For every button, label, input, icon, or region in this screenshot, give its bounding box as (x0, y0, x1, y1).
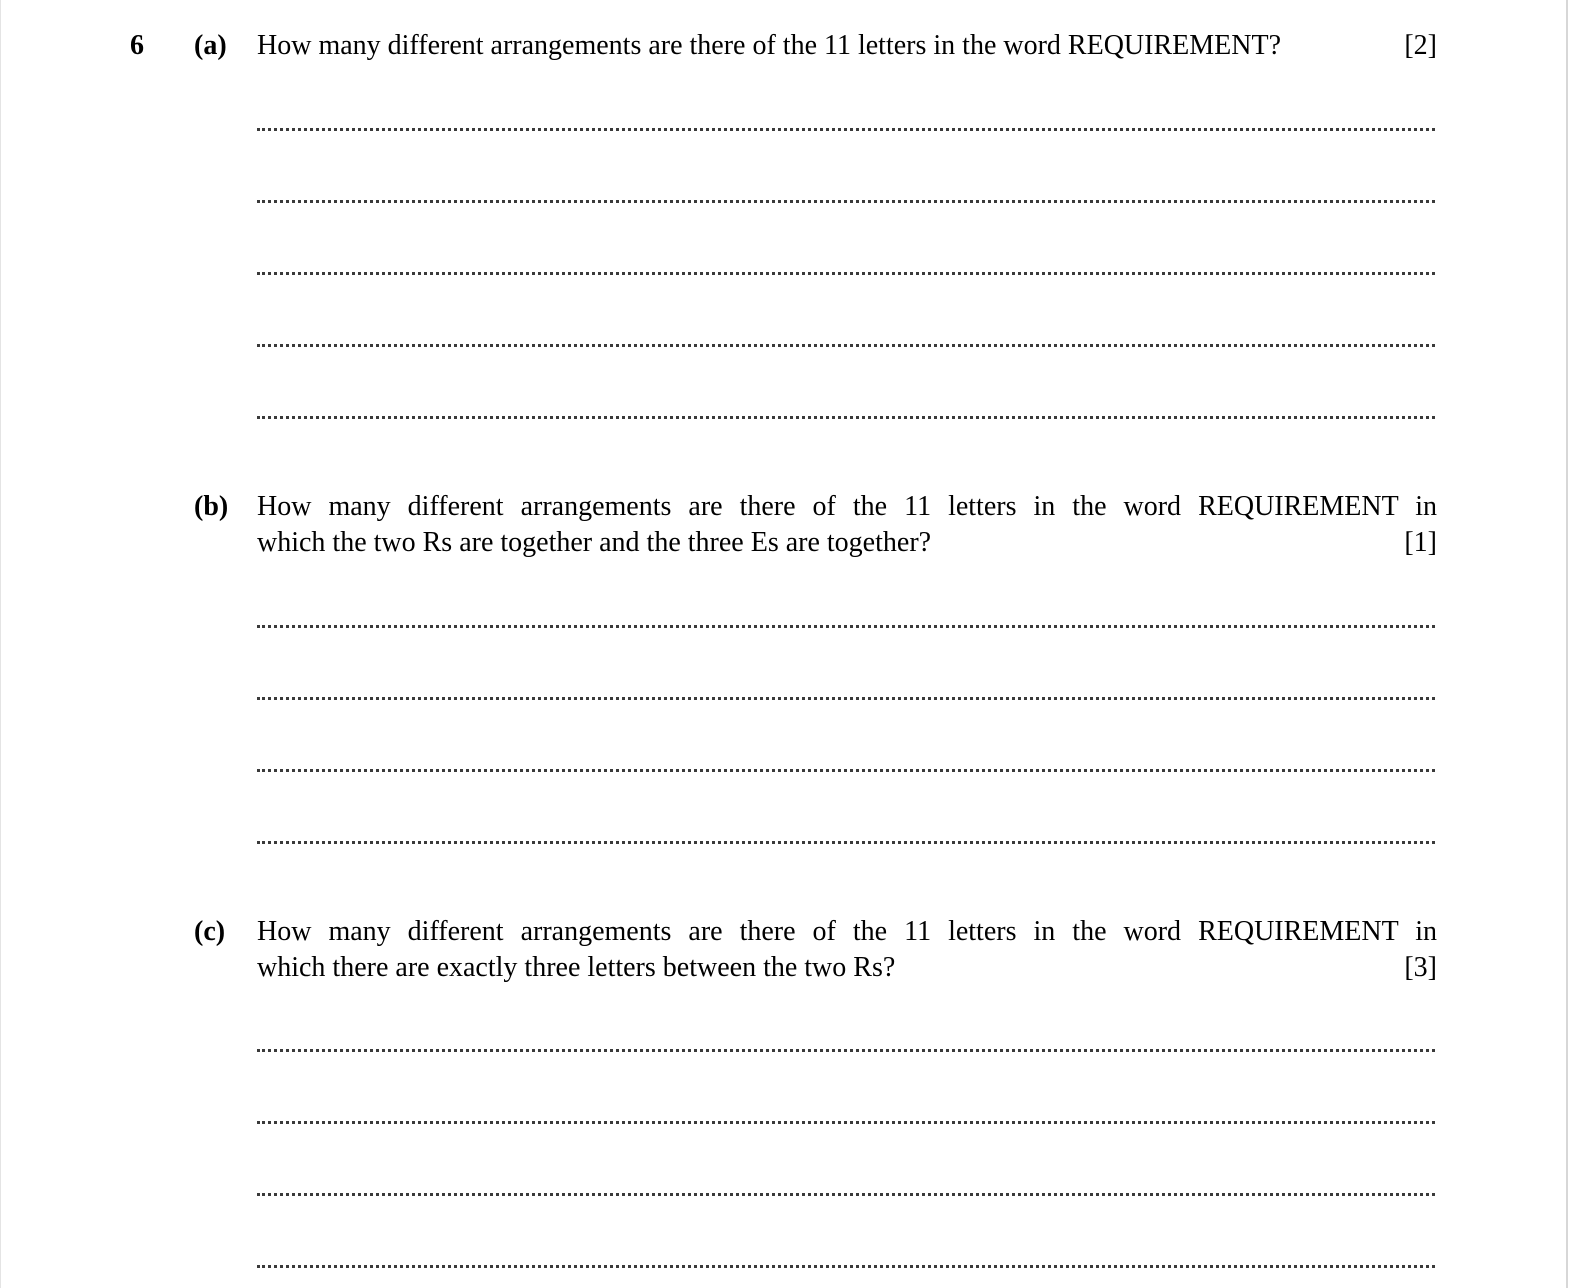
answer-line[interactable] (257, 769, 1435, 772)
part-b-text-1: How many different arrangements are there of the 11 letters in the word REQUIREMENT in (257, 491, 1437, 522)
part-a-marks: [2] (1404, 30, 1437, 61)
part-c-label: (c) (194, 916, 226, 947)
answer-line[interactable] (257, 1049, 1435, 1052)
answer-line[interactable] (257, 1265, 1435, 1268)
answer-line[interactable] (257, 841, 1435, 844)
part-b-marks: [1] (1404, 527, 1437, 558)
answer-line[interactable] (257, 416, 1435, 419)
part-a-label: (a) (194, 30, 227, 61)
part-b-text-2: which the two Rs are together and the three Es are together? (257, 527, 932, 558)
question-number: 6 (130, 30, 144, 61)
answer-line[interactable] (257, 200, 1435, 203)
answer-line[interactable] (257, 344, 1435, 347)
part-c-question (257, 914, 1437, 986)
answer-line[interactable] (257, 697, 1435, 700)
answer-line[interactable] (257, 272, 1435, 275)
part-b-line-1 (257, 489, 1437, 525)
part-c-text-2: which there are exactly three letters between the two Rs? (257, 952, 896, 983)
part-b-question (257, 489, 1437, 561)
part-c-line-2 (257, 950, 1437, 986)
part-a-line-1 (257, 28, 1437, 64)
part-c-line-1 (257, 914, 1437, 950)
part-a-text: How many different arrangements are there of the 11 letters in the word REQUIREMENT? (257, 30, 1281, 61)
answer-line[interactable] (257, 128, 1435, 131)
part-c-marks: [3] (1404, 952, 1437, 983)
part-c-text-1: How many different arrangements are there of the 11 letters in the word REQUIREMENT in (257, 916, 1437, 947)
part-b-line-2 (257, 525, 1437, 561)
part-a-question (257, 28, 1437, 64)
answer-line[interactable] (257, 1121, 1435, 1124)
answer-line[interactable] (257, 1193, 1435, 1196)
answer-line[interactable] (257, 625, 1435, 628)
part-b-label: (b) (194, 491, 229, 522)
